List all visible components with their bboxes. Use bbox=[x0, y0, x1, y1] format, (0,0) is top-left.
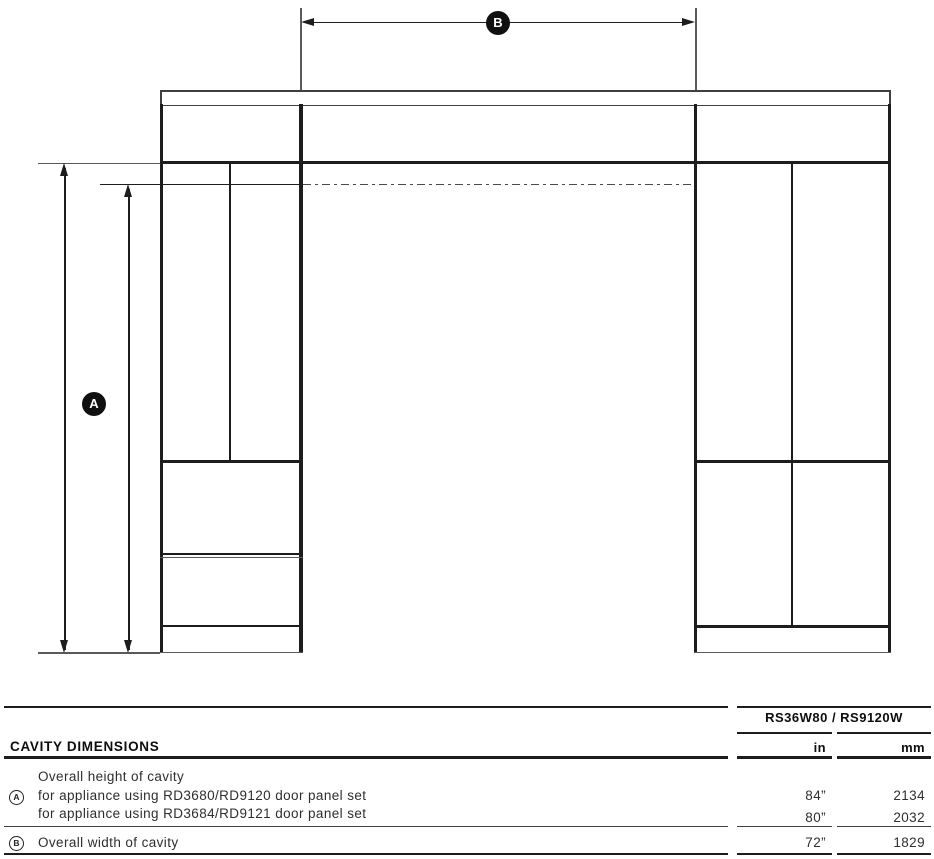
dimension-b-arrowhead-left bbox=[301, 18, 314, 26]
row-a-value-in-1: 84” bbox=[805, 788, 826, 803]
unit-in-header: in bbox=[813, 740, 826, 755]
outer-right-edge bbox=[888, 104, 891, 653]
dimension-a-inner-arrowhead-top bbox=[124, 184, 132, 197]
table-rule bbox=[4, 853, 728, 856]
row-a-value-mm-1: 2134 bbox=[893, 788, 925, 803]
table-rule bbox=[837, 756, 931, 759]
row-a-desc-3: for appliance using RD3684/RD9121 door panel set bbox=[38, 806, 367, 821]
right-cabinet-base-line bbox=[694, 652, 892, 654]
dimension-b-extension-right bbox=[695, 8, 697, 90]
dimension-a-arrow-outer bbox=[64, 168, 66, 650]
table-rule bbox=[737, 853, 832, 856]
dimension-a-outer-arrowhead-top bbox=[60, 163, 68, 176]
left-cabinet-base-line bbox=[160, 652, 303, 654]
row-a-value-in-2: 80” bbox=[805, 810, 826, 825]
unit-mm-header: mm bbox=[901, 740, 925, 755]
row-b-marker: B bbox=[9, 836, 24, 851]
dimension-a-extension-top bbox=[38, 163, 160, 165]
left-cabinet-drawer-line-a bbox=[160, 553, 303, 555]
row-a-value-mm-2: 2032 bbox=[893, 810, 925, 825]
left-cabinet-door-divider bbox=[229, 162, 232, 462]
cavity-top-line bbox=[160, 161, 891, 164]
table-rule bbox=[737, 756, 832, 759]
cavity-right-wall bbox=[694, 104, 698, 653]
row-b-label: Overall width of cavity bbox=[38, 835, 179, 850]
row-a-desc-2: for appliance using RD3680/RD9120 door panel set bbox=[38, 788, 367, 803]
cavity-left-wall bbox=[299, 104, 303, 653]
table-rule bbox=[737, 826, 832, 827]
reference-line-dashed bbox=[303, 184, 692, 186]
row-a-desc-1: Overall height of cavity bbox=[38, 769, 185, 784]
cornice-bottom-line bbox=[160, 105, 891, 107]
table-rule bbox=[4, 756, 728, 759]
table-rule bbox=[4, 706, 728, 708]
left-cabinet-drawer-line-b bbox=[160, 557, 303, 558]
right-cabinet-door-divider bbox=[791, 162, 794, 627]
table-rule bbox=[837, 826, 931, 827]
row-b-value-in: 72” bbox=[805, 835, 826, 850]
right-cabinet-door-bottom bbox=[694, 625, 892, 628]
outer-left-edge bbox=[160, 104, 163, 653]
table-rule bbox=[837, 732, 931, 734]
cornice-top-line bbox=[160, 90, 891, 92]
dimension-a-extension-bottom bbox=[38, 652, 160, 654]
right-cabinet-shelf-line bbox=[694, 460, 892, 463]
left-cabinet-door-bottom bbox=[160, 625, 303, 628]
table-rule bbox=[737, 732, 832, 734]
dimension-a-arrow-inner bbox=[128, 189, 130, 650]
table-rule bbox=[4, 826, 728, 827]
table-rule bbox=[837, 853, 931, 856]
table-rule bbox=[737, 706, 931, 708]
reference-line-solid bbox=[100, 184, 302, 186]
dimension-b-badge: B bbox=[486, 11, 510, 35]
dimension-a-outer-arrowhead-bottom bbox=[60, 640, 68, 653]
table-title: CAVITY DIMENSIONS bbox=[10, 739, 160, 754]
row-a-marker: A bbox=[9, 790, 24, 805]
model-header: RS36W80 / RS9120W bbox=[765, 710, 903, 725]
row-b-value-mm: 1829 bbox=[893, 835, 925, 850]
dimension-a-inner-arrowhead-bottom bbox=[124, 640, 132, 653]
dimension-a-badge: A bbox=[82, 392, 106, 416]
left-cabinet-shelf-line bbox=[160, 460, 303, 463]
dimension-b-arrowhead-right bbox=[682, 18, 695, 26]
